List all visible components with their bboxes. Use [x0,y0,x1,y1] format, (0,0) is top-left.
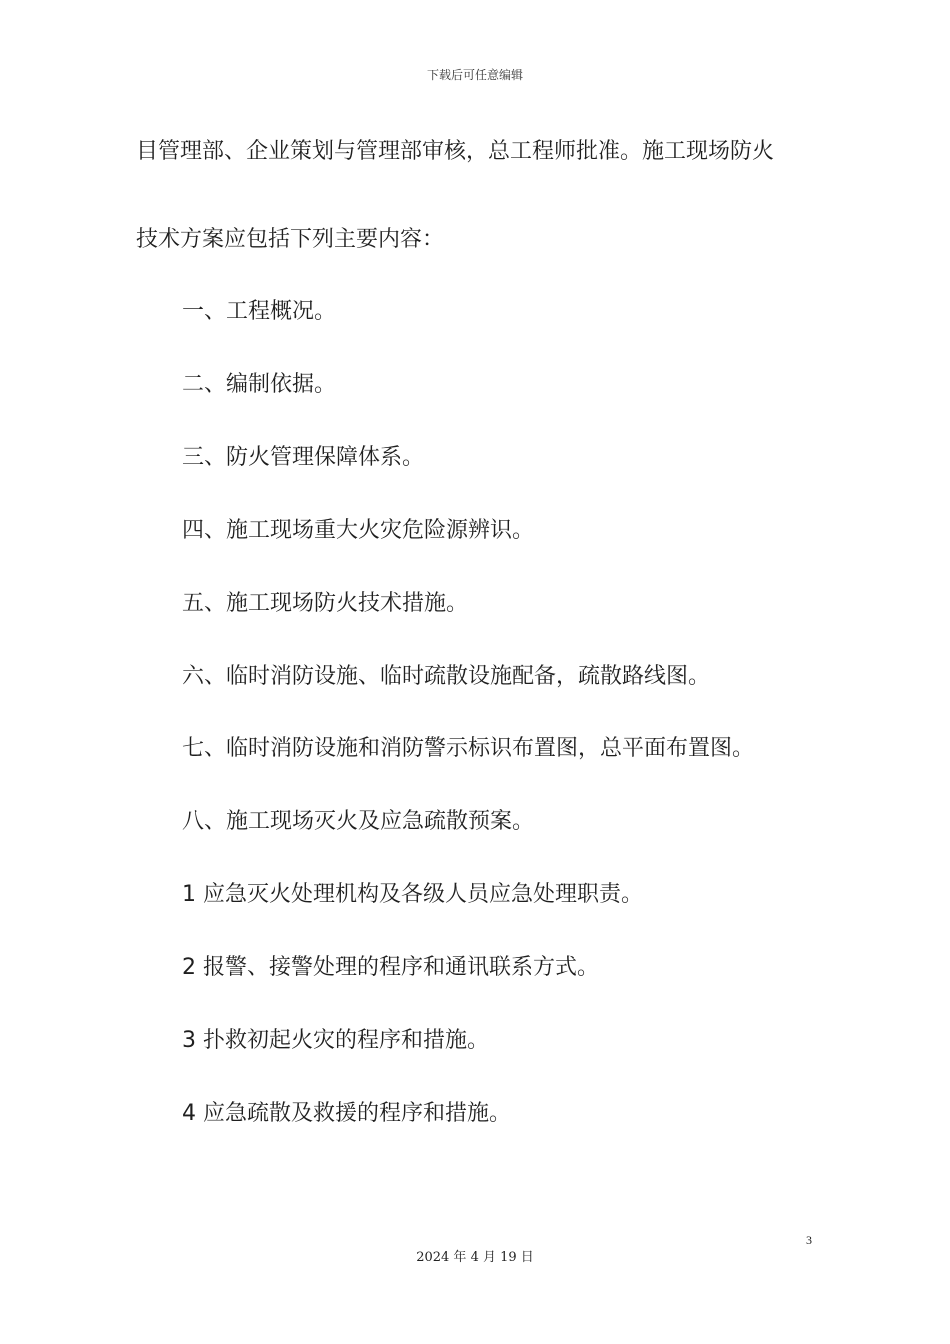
list-item: 二、编制依据。 [182,372,337,397]
list-item: 七、临时消防设施和消防警示标识布置图，总平面布置图。 [182,736,755,761]
footer-date: 2024 年 4 月 19 日 [416,1250,534,1265]
list-item: 五、施工现场防火技术措施。 [182,591,469,616]
list-item: 三、防火管理保障体系。 [182,445,425,470]
list-item: 六、临时消防设施、临时疏散设施配备，疏散路线图。 [182,664,711,689]
list-item: 一、工程概况。 [182,299,337,324]
header-note: 下载后可任意编辑 [426,68,523,82]
sub-list-item: 1 应急灭火处理机构及各级人员应急处理职责。 [182,882,643,907]
body-line: 技术方案应包括下列主要内容： [136,227,445,252]
sub-list-item: 2 报警、接警处理的程序和通讯联系方式。 [182,955,599,980]
list-item: 八、施工现场灭火及应急疏散预案。 [182,809,535,834]
body-line: 目管理部、企业策划与管理部审核，总工程师批准。施工现场防火 [136,139,775,164]
sub-list-item: 4 应急疏散及救援的程序和措施。 [182,1101,511,1126]
list-item: 四、施工现场重大火灾危险源辨识。 [182,518,535,543]
sub-list-item: 3 扑救初起火灾的程序和措施。 [182,1028,489,1053]
page-number: 3 [806,1233,812,1247]
